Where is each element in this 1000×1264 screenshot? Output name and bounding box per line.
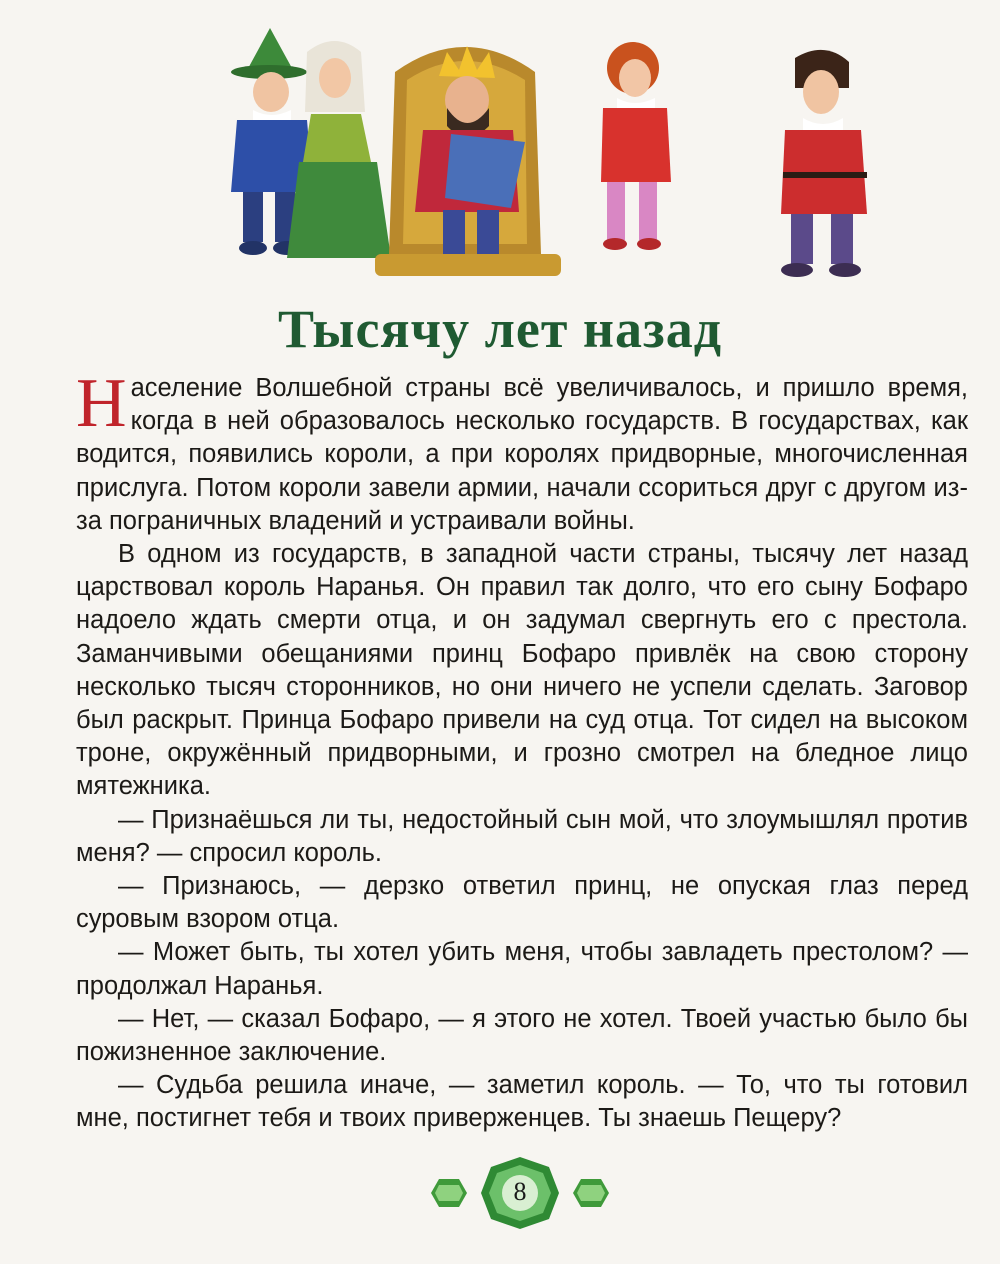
paragraph: — Признаёшься ли ты, недостойный сын мой, что злоумышлял против меня? — спросил король. — [76, 805, 968, 867]
paragraph: — Нет, — сказал Бофаро, — я этого не хотел. Твоей участью было бы пожизненное заключение. — [76, 1004, 968, 1067]
page-title: Тысячу лет назад — [277, 299, 723, 359]
story-text — [76, 365, 968, 1136]
page-number: 8 — [513, 1177, 527, 1206]
page-number-ornament — [425, 1155, 615, 1231]
red-haired-courtier-icon — [601, 42, 671, 250]
first-paragraph-text: аселение Волшебной страны всё увеличивалось, и пришло время, когда в ней образовалось несколько государств. В государствах, как водится, появились короли, а при королях придворные, многочисленная прислуга. Потом короли завели армии, начали ссориться друг с другом из-за пограничных владений и устраивали войны. — [76, 374, 968, 535]
drop-cap: Н — [76, 365, 127, 442]
court-illustration — [215, 22, 905, 284]
paragraph: В одном из государств, в западной части страны, тысячу лет назад царствовал король Наранья. Он правил так долго, что его сыну Бофаро надоело ждать смерти отца, и он задумал свергнуть его с престола. Заманчивыми обещаниями принц Бофаро привлёк на свою сторону несколько тысяч сторонников, но они ничего не успели сделать. Заговор был раскрыт. Принца Бофаро привели на суд отца. Тот сидел на высоком троне, окружённый придворными, и грозно смотрел на бледное лицо мятежника. — [76, 540, 968, 801]
first-paragraph — [76, 365, 968, 538]
prince-in-red-icon — [781, 50, 867, 277]
king-on-throne-icon — [375, 46, 561, 276]
paragraph: — Судьба решила иначе, — заметил король. — То, что ты готовил мне, постигнет тебя и твоих приверженцев. Ты знаешь Пещеру? — [76, 1071, 968, 1133]
paragraph: — Признаюсь, — дерзко ответил принц, не опуская глаз перед суровым взором отца. — [76, 872, 968, 934]
paragraph: — Может быть, ты хотел убить меня, чтобы завладеть престолом? — продолжал Наранья. — [76, 938, 968, 1000]
